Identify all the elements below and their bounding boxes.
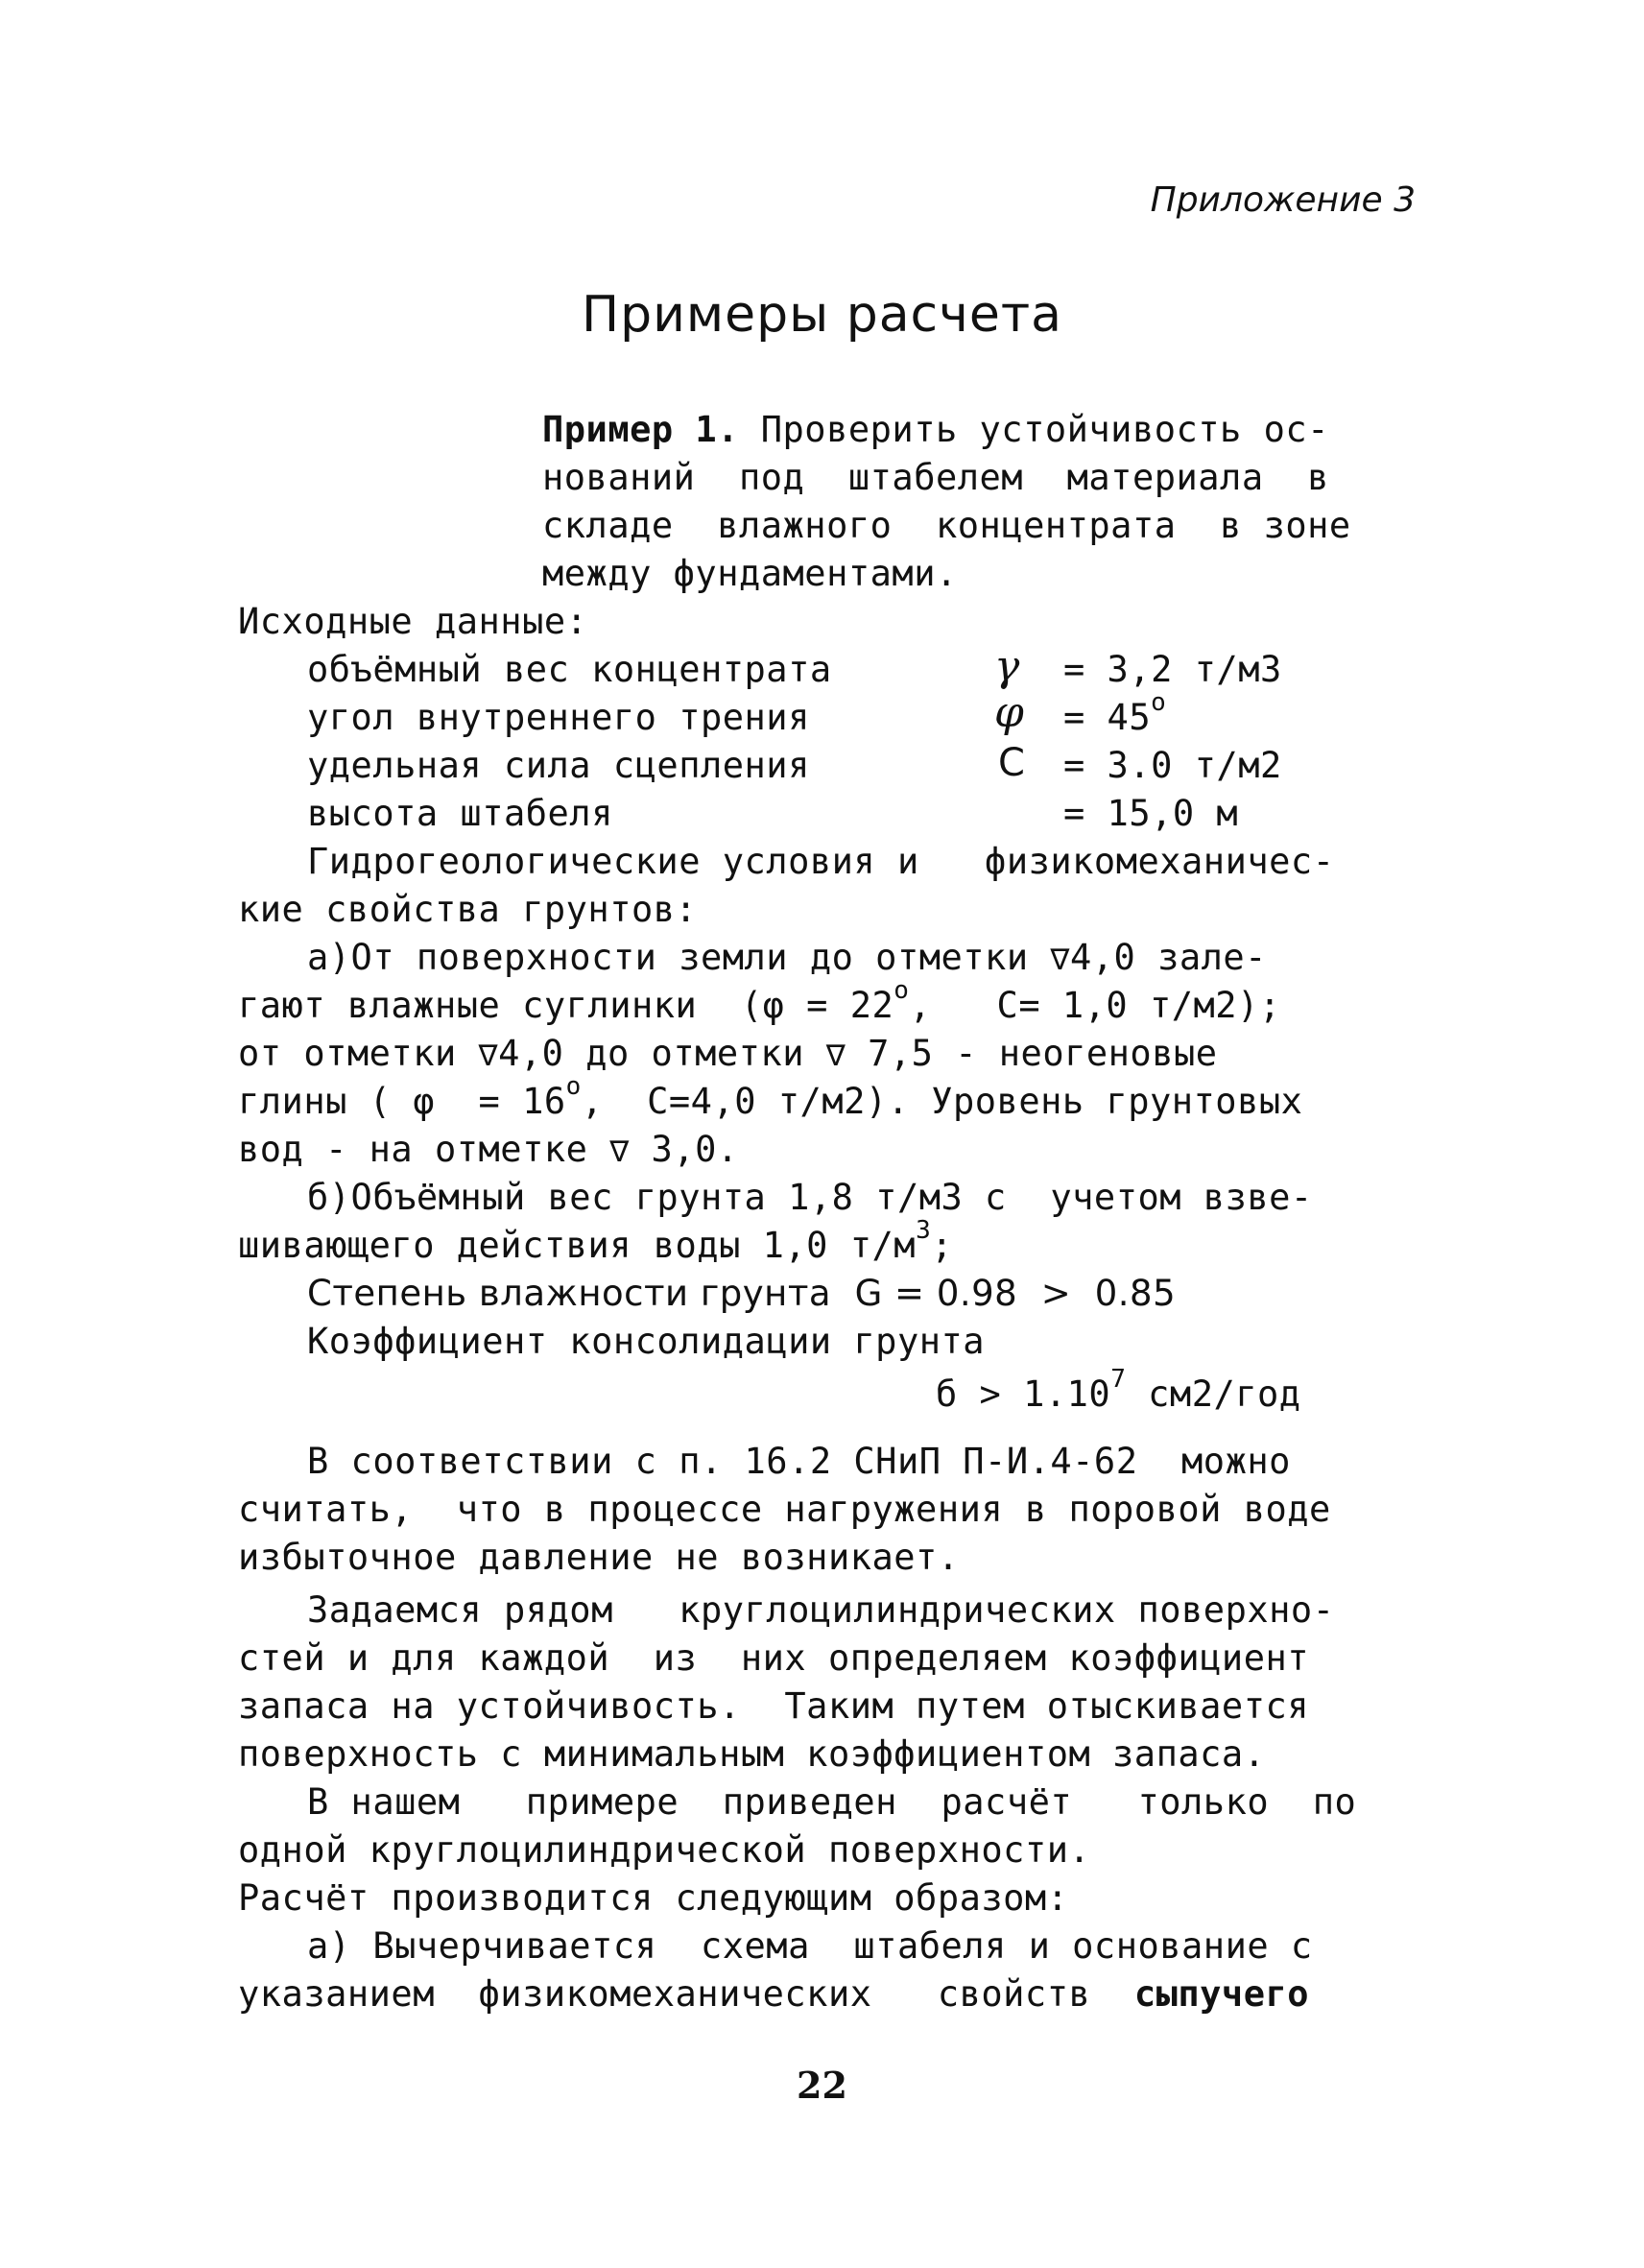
gamma-symbol: γ	[994, 642, 1020, 691]
body-p5-bold-word: сыпучего	[1133, 1973, 1310, 2015]
example-line-2: нований под штабелем материала в	[542, 457, 1329, 498]
body-p2-line-2: стей и для каждой из них определяем коэффициент	[238, 1637, 1310, 1679]
exponent-sup: 7	[1110, 1365, 1127, 1394]
hydro-a-line-1-text: а)От поверхности земли до отметки	[307, 937, 1051, 978]
hydro-a-line-3-mid: 4,0 до отметки	[498, 1033, 826, 1074]
body-p5-line-1: а) Вычерчивается схема штабеля и основание с	[307, 1925, 1313, 1967]
input-row-value-1	[1063, 688, 1167, 744]
page-number: 22	[797, 2064, 847, 2107]
hydro-a-line-3-end: 7,5 - неогеновые	[846, 1033, 1218, 1074]
hydro-b-line-1: б)Объёмный вес грунта 1,8 т/м3 с учетом взве-	[307, 1177, 1313, 1218]
hydro-a-line-2-end: , С= 1,0 т/м2);	[909, 985, 1281, 1026]
c-symbol: С	[998, 741, 1026, 785]
degree-sup: о	[1151, 688, 1167, 717]
body-p2-line-4: поверхность с минимальным коэффициентом запаса.	[238, 1733, 1266, 1775]
consolidation-line: Коэффициент консолидации грунта	[307, 1321, 986, 1362]
example-line-1-text: Проверить устойчивость ос-	[738, 409, 1329, 450]
hydro-a-line-5-end: 3,0.	[629, 1129, 739, 1170]
hydro-a-line-1	[307, 936, 1267, 983]
hydro-a-line-3	[238, 1032, 1218, 1079]
hydro-b-line-2	[238, 1216, 953, 1272]
body-p2-line-1: Задаемся рядом круглоцилиндрических поверхно-	[307, 1589, 1335, 1631]
hydro-line-2: кие свойства грунтов:	[238, 889, 698, 930]
degree-sup: о	[893, 976, 910, 1005]
input-data-heading: Исходные данные:	[238, 601, 588, 642]
body-p2-line-3: запаса на устойчивость. Таким путем отыскивается	[238, 1685, 1310, 1727]
body-p5-line-2-text: указанием физикомеханических свойств	[238, 1973, 1134, 2015]
input-row-value-2: = 3.0 т/м2	[1063, 745, 1282, 786]
hydro-a-line-5-text: вод - на отметке	[238, 1129, 610, 1170]
hydro-a-line-4	[238, 1072, 1303, 1128]
level-mark-icon: ∇	[825, 1039, 846, 1073]
input-row-label-1: угол внутреннего трения	[307, 697, 810, 738]
hydro-b-line-2-text: шивающего действия воды 1,0 т/м	[238, 1225, 917, 1266]
hydro-a-line-5	[238, 1128, 739, 1175]
example-label: Пример 1.	[542, 409, 739, 450]
appendix-label: Приложение 3	[1150, 180, 1416, 220]
hydro-a-line-2-text: гают влажные суглинки (φ = 22	[238, 985, 894, 1026]
input-row-label-0: объёмный вес концентрата	[307, 649, 832, 690]
input-row-value-1-text: = 45	[1063, 697, 1152, 738]
body-p4: Расчёт производится следующим образом:	[238, 1877, 1069, 1919]
body-p1-line-1: В соответствии с п. 16.2 СНиП П-И.4-62 можно	[307, 1441, 1291, 1482]
input-row-label-3: высота штабеля	[307, 793, 613, 834]
degree-sup: о	[565, 1072, 582, 1101]
example-line-3: складе влажного концентрата в зоне	[542, 505, 1351, 546]
level-mark-icon: ∇	[1050, 943, 1070, 977]
hydro-line-1: Гидрогеологические условия и физикомеханичес-	[307, 841, 1335, 882]
hydro-a-line-4-text: глины ( φ = 16	[238, 1081, 566, 1122]
hydro-b-line-2-end: ;	[931, 1225, 953, 1266]
consolidation-unit: см2/год	[1126, 1373, 1301, 1415]
hydro-a-line-3-text: от отметки	[238, 1033, 479, 1074]
body-p1-line-3: избыточное давление не возникает.	[238, 1537, 960, 1578]
input-row-value-3: = 15,0 м	[1063, 793, 1239, 834]
cube-sup: 3	[916, 1216, 932, 1245]
level-mark-icon: ∇	[478, 1039, 499, 1073]
page-title: Примеры расчета	[581, 286, 1063, 344]
example-line-1	[542, 408, 1329, 452]
level-mark-icon: ∇	[609, 1135, 630, 1169]
input-row-value-0: = 3,2 т/м3	[1063, 649, 1282, 690]
body-p5-line-2	[238, 1972, 1309, 2017]
phi-symbol: φ	[994, 688, 1025, 737]
input-row-label-2: удельная сила сцепления	[307, 745, 810, 786]
moisture-line: Степень влажности грунта G = 0.98 > 0.85	[307, 1273, 1177, 1314]
hydro-a-line-2	[238, 976, 1281, 1032]
body-p3-line-2: одной круглоцилиндрической поверхности.	[238, 1829, 1091, 1871]
body-p1-line-2: считать, что в процессе нагружения в поровой воде	[238, 1489, 1331, 1530]
body-p3-line-1: В нашем примере приведен расчёт только по	[307, 1781, 1357, 1823]
example-line-4: между фундаментами.	[542, 553, 958, 594]
consolidation-value-text: б > 1.10	[936, 1373, 1111, 1415]
hydro-a-line-4-end: , С=4,0 т/м2). Уровень грунтовых	[581, 1081, 1303, 1122]
hydro-a-line-1-end: 4,0 зале-	[1069, 937, 1267, 978]
consolidation-value	[936, 1365, 1301, 1420]
